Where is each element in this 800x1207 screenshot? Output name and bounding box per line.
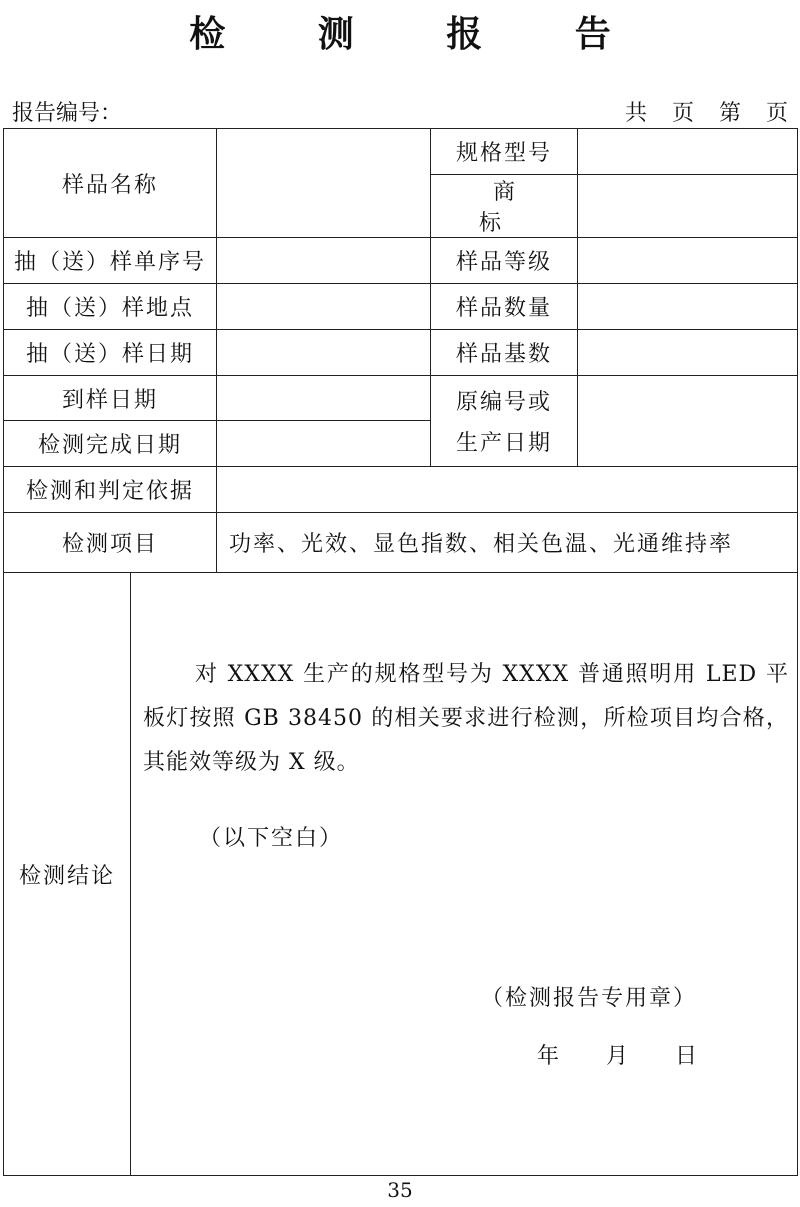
sampling-place-value	[217, 284, 431, 330]
seal-label: （检测报告专用章）	[481, 986, 698, 1011]
test-items-label: 检测项目	[4, 513, 217, 573]
completion-date-value	[217, 421, 431, 467]
basis-value	[217, 467, 798, 513]
sample-quantity-value	[578, 284, 798, 330]
completion-date-label: 检测完成日期	[4, 421, 217, 467]
report-title: 检 测 报 告	[189, 13, 651, 55]
page-number: 35	[387, 1178, 413, 1202]
blank-note: （以下空白）	[199, 826, 344, 851]
original-no-label-line2: 生产日期	[456, 431, 553, 456]
sample-name-label: 样品名称	[4, 129, 217, 238]
conclusion-paragraph: 对 XXXX 生产的规格型号为 XXXX 普通照明用 LED 平板灯按照 GB 38450 的相关要求进行检测，所检项目均合格，其能效等级为 X 级。	[143, 662, 790, 775]
page-info: 共 页 第 页	[625, 101, 788, 126]
test-items-value: 功率、光效、显色指数、相关色温、光通维持率	[217, 513, 798, 573]
sample-base-value	[578, 330, 798, 376]
sampling-date-label: 抽（送）样日期	[4, 330, 217, 376]
arrival-date-label: 到样日期	[4, 376, 217, 421]
conclusion-body	[131, 573, 798, 1176]
sample-quantity-label: 样品数量	[431, 284, 578, 330]
original-no-value	[578, 376, 798, 467]
spec-model-label: 规格型号	[431, 129, 578, 175]
sampling-order-no-value	[217, 238, 431, 284]
sample-grade-label: 样品等级	[431, 238, 578, 284]
spec-model-value	[578, 129, 798, 175]
trademark-value	[578, 175, 798, 238]
report-table	[3, 128, 798, 1176]
conclusion-date: 年 月 日	[537, 1044, 697, 1069]
sample-base-label: 样品基数	[431, 330, 578, 376]
arrival-date-value	[217, 376, 431, 421]
report-number-label: 报告编号：	[12, 101, 123, 126]
sampling-place-label: 抽（送）样地点	[4, 284, 217, 330]
sample-name-value	[217, 129, 431, 238]
original-no-label	[431, 376, 578, 467]
sampling-date-value	[217, 330, 431, 376]
conclusion-label: 检测结论	[4, 573, 131, 1176]
basis-label: 检测和判定依据	[4, 467, 217, 513]
sample-grade-value	[578, 238, 798, 284]
trademark-label: 商 标	[431, 175, 578, 238]
sampling-order-no-label: 抽（送）样单序号	[4, 238, 217, 284]
original-no-label-line1: 原编号或	[456, 390, 553, 415]
